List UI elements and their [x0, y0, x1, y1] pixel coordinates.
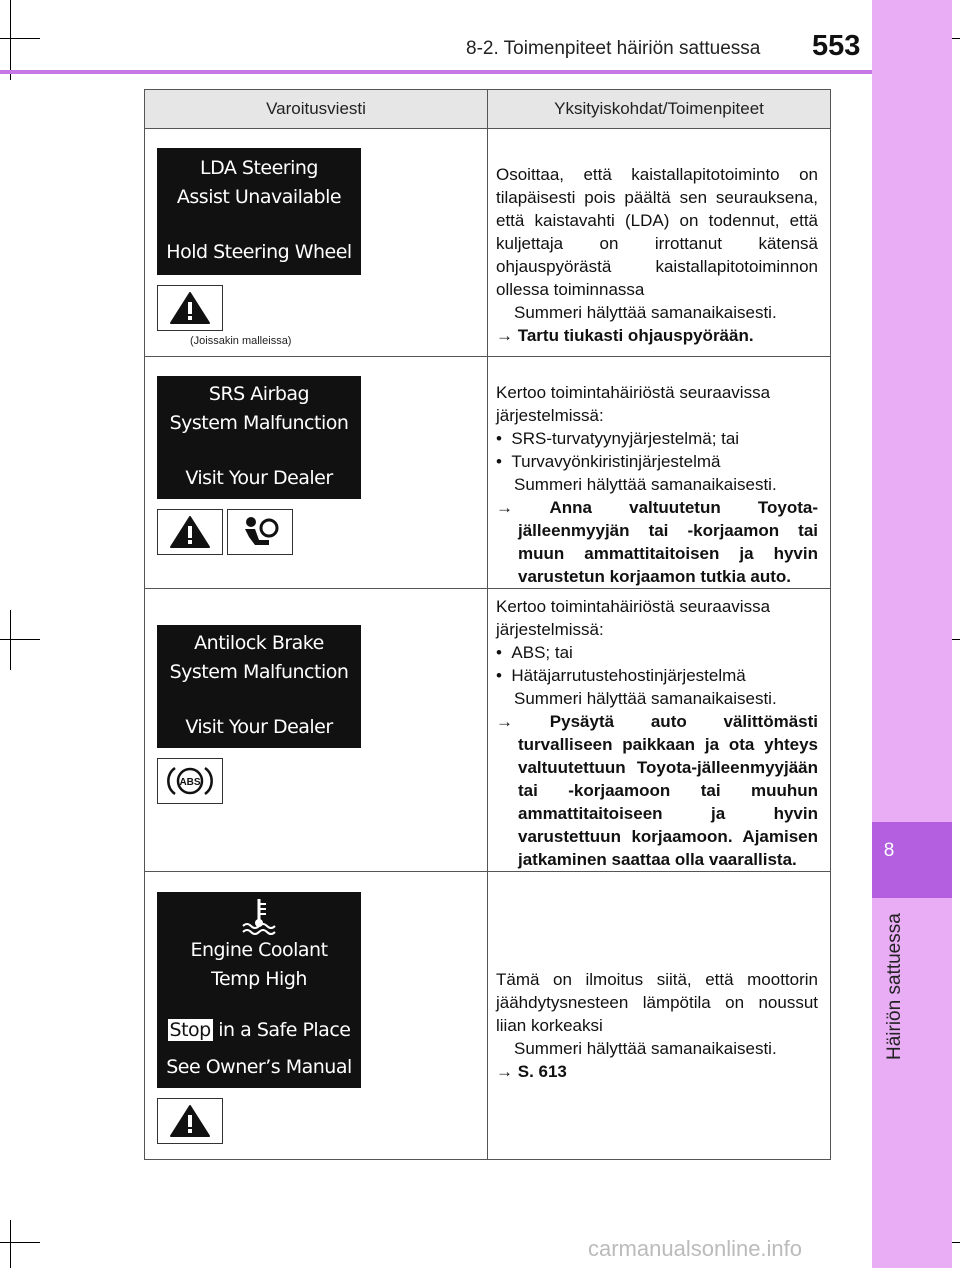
display-line: Temp High [211, 968, 307, 990]
chapter-label: Häiriön sattuessa [884, 913, 905, 1060]
coolant-temperature-icon [157, 896, 361, 936]
display-line: See Owner’s Manual [166, 1056, 352, 1078]
display-line: SRS Airbag [208, 383, 310, 405]
details-cell [488, 129, 831, 357]
buzzer-text: Summeri hälyttää samanaikaisesti. [514, 303, 777, 322]
header-rule [0, 70, 872, 74]
abs-icon [157, 758, 223, 804]
table-header-row [145, 90, 831, 129]
description-text: Tämä on ilmoitus siitä, että moottorin jäähdytysnesteen lämpötila on noussut liian korkeaksi [496, 970, 818, 1035]
display-message-srs [157, 376, 361, 499]
model-note: (Joissakin malleissa) [190, 335, 292, 347]
details-cell: Kertoo toimintahäiriöstä seuraavissa järjestelmissä: • SRS-turvatyynyjärjestelmä; tai • Turvavyönkiristinjärjestelmä Summeri hälyttää samanaikaisesti. → Anna valtuutetun Toyota-jälleenmyyjän tai -korjaamon tai muun ammattitaitoisen ja hyvin varustetun korjaamon tutkia auto. [488, 357, 831, 589]
crop-mark-bottom-left [0, 1220, 40, 1268]
action-text: S. 613 [517, 1062, 567, 1081]
arrow-right-icon: → [496, 712, 550, 731]
display-line: in a Safe Place [212, 1019, 351, 1041]
table-row [145, 129, 831, 357]
warning-triangle-icon [157, 285, 223, 331]
display-line: Assist Unavailable [176, 186, 342, 208]
watermark: carmanualsonline.info [588, 1236, 803, 1261]
column-header-warning: Varoitusviesti [145, 90, 488, 129]
stop-label: Stop [169, 1019, 211, 1041]
chapter-side-tab [872, 0, 952, 1268]
list-item: ABS; tai [511, 643, 573, 662]
intro-text: Kertoo toimintahäiriöstä seuraavissa järjestelmissä: [496, 383, 771, 425]
table-row [145, 589, 831, 872]
table-row [145, 872, 831, 1160]
table-row [145, 357, 831, 589]
action-text: Anna valtuutetun Toyota-jälleenmyyjän tai -korjaamon tai muun ammattitaitoisen ja hyvin varustetun korjaamon tutkia auto. [518, 498, 818, 586]
arrow-right-icon: → [496, 326, 518, 345]
warning-image-cell [145, 129, 488, 357]
buzzer-text: Summeri hälyttää samanaikaisesti. [514, 689, 777, 708]
warning-message-table [144, 89, 831, 1160]
display-line: Antilock Brake [194, 632, 324, 654]
airbag-icon [227, 509, 293, 555]
column-header-details: Yksityiskohdat/Toimenpiteet [488, 90, 831, 129]
list-item: SRS-turvatyynyjärjestelmä; tai [511, 429, 740, 448]
warning-image-cell [145, 872, 488, 1160]
display-message-lda [157, 148, 361, 275]
crop-mark-top-left [0, 0, 40, 80]
display-line: Hold Steering Wheel [166, 241, 352, 263]
intro-text: Kertoo toimintahäiriöstä seuraavissa järjestelmissä: [496, 597, 771, 639]
details-cell: Kertoo toimintahäiriöstä seuraavissa järjestelmissä: • ABS; tai • Hätäjarrutustehostinjärjestelmä Summeri hälyttää samanaikaisesti. → Pysäytä auto välittömästi turvalliseen paikkaan ja ota yhteys valtuutettuun Toyota-jälleenmyyjään tai -korjaamoon tai muuhun ammattitaitoiseen ja hyvin varustettuun korjaamoon. Ajamisen jatkaminen saattaa olla vaarallista. [488, 589, 831, 872]
warning-triangle-icon [157, 509, 223, 555]
display-line: Engine Coolant [190, 939, 328, 961]
display-line: LDA Steering [199, 157, 318, 179]
list-item: Hätäjarrutustehostinjärjestelmä [511, 666, 746, 685]
display-line: System Malfunction [169, 661, 349, 683]
display-line: Visit Your Dealer [185, 467, 333, 489]
display-line: System Malfunction [169, 412, 349, 434]
crop-mark-mid-left [0, 610, 40, 670]
action-text: Tartu tiukasti ohjauspyörään. [517, 326, 754, 345]
arrow-right-icon: → [496, 498, 550, 517]
action-text: Pysäytä auto välittömästi turvalliseen paikkaan ja ota yhteys valtuutettuun Toyota-jälleenmyyjään tai -korjaamoon tai muuhun ammattitaitoiseen ja hyvin varustettuun korjaamoon. Ajamisen jatkaminen saattaa olla vaarallista. [518, 712, 818, 869]
warning-image-cell [145, 357, 488, 589]
display-message-abs [157, 625, 361, 748]
buzzer-text: Summeri hälyttää samanaikaisesti. [514, 1039, 777, 1058]
details-cell [488, 872, 831, 1160]
page-number: 553 [812, 30, 861, 62]
display-line: Visit Your Dealer [185, 716, 333, 738]
list-item: Turvavyönkiristinjärjestelmä [511, 452, 721, 471]
display-message-coolant [157, 892, 361, 1088]
description-text: Osoittaa, että kaistallapitotoiminto on tilapäisesti pois päältä sen seurauksena, että kaistavahti (LDA) on todennut, että kuljettaja on irrottanut kätensä ohjauspyörästä kaistallapitotoiminnon ollessa toiminnassa [496, 165, 818, 299]
buzzer-text: Summeri hälyttää samanaikaisesti. [514, 475, 777, 494]
arrow-right-icon: → [496, 1062, 518, 1081]
warning-image-cell [145, 589, 488, 872]
chapter-number: 8 [883, 840, 895, 861]
svg-text:ABS: ABS [179, 777, 201, 788]
section-title: 8-2. Toimenpiteet häiriön sattuessa [466, 38, 761, 59]
warning-triangle-icon [157, 1098, 223, 1144]
